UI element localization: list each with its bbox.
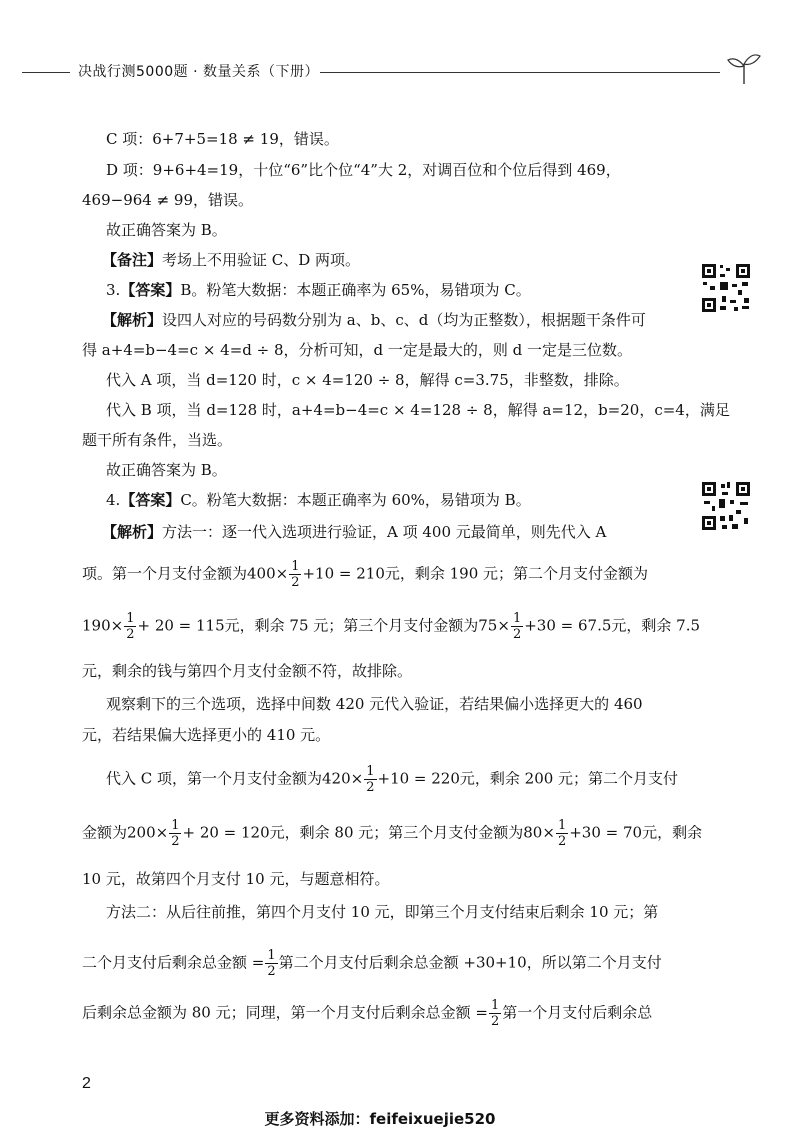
- paragraph: 题干所有条件，当选。: [82, 431, 233, 449]
- paragraph: 观察剩下的三个选项，选择中间数 420 元代入验证，若结果偏小选择更大的 460: [106, 695, 643, 713]
- paragraph: 代入 B 项，当 d=128 时，a+4=b−4=c × 4=128 ÷ 8，解得 a=12，b=20，c=4，满足: [106, 401, 730, 419]
- fraction-one-half: $\frac{1}{2}$: [366, 764, 375, 795]
- fraction-one-half: $\frac{1}{2}$: [557, 818, 567, 849]
- fraction-one-half: $\frac{1}{2}$: [171, 818, 180, 849]
- answer-tag: 【答案】: [120, 491, 181, 509]
- analysis-tag: 【解析】: [102, 523, 163, 541]
- answer-paragraph: [106, 279, 531, 301]
- analysis-text: 方法一：逐一代入选项进行验证，A 项 400 元最简单，则先代入 A: [162, 523, 607, 541]
- text-run: + 20 = 120元，剩余 80 元；第三个月支付金额为80×: [182, 823, 555, 842]
- text-run: +10 = 210元，剩余 190 元；第二个月支付金额为: [302, 564, 649, 583]
- paragraph: 故正确答案为 B。: [106, 461, 227, 479]
- fraction-one-half: $\frac{1}{2}$: [126, 611, 135, 642]
- formula-line: [82, 559, 648, 590]
- answer-text: B。粉笔大数据：本题正确率为 65%，易错项为 C。: [180, 281, 531, 299]
- header-title: 决战行测5000题 · 数量关系（下册）: [78, 64, 319, 80]
- fraction-one-half: $\frac{1}{2}$: [490, 998, 500, 1029]
- running-header: [0, 60, 800, 88]
- header-rule-right: [320, 72, 720, 73]
- text-run: 金额为200×: [82, 823, 169, 842]
- text-run: 后剩余总金额为 80 元；同理，第一个月支付后剩余总金额 =: [82, 1003, 488, 1022]
- paragraph: 得 a+4=b−4=c × 4=d ÷ 8，分析可知，d 一定是最大的，则 d 一定是三位数。: [82, 341, 633, 359]
- text-run: +10 = 220元，剩余 200 元；第二个月支付: [377, 769, 679, 788]
- text-run: 第二个月支付后剩余总金额 +30+10，所以第二个月支付: [278, 953, 662, 972]
- header-rule-left: [22, 72, 70, 73]
- formula-line: [82, 948, 662, 979]
- note-tag: 【备注】: [102, 251, 163, 269]
- paragraph: C 项：6+7+5=18 ≠ 19，错误。: [106, 130, 339, 148]
- formula-line: [106, 764, 678, 795]
- paragraph: 代入 A 项，当 d=120 时，c × 4=120 ÷ 8，解得 c=3.75，非整数，排除。: [106, 371, 629, 389]
- fraction-one-half: $\frac{1}{2}$: [512, 611, 522, 642]
- text-run: +30 = 70元，剩余: [569, 823, 703, 842]
- paragraph: 方法二：从后往前推，第四个月支付 10 元，即第三个月支付结束后剩余 10 元；第: [106, 903, 659, 921]
- fraction-one-half: $\frac{1}{2}$: [291, 559, 300, 590]
- text-run: 第一个月支付后剩余总: [502, 1003, 653, 1022]
- text-run: 项。第一个月支付金额为400×: [82, 564, 289, 583]
- page-number: 2: [82, 1075, 91, 1092]
- paragraph: 10 元，故第四个月支付 10 元，与题意相符。: [82, 870, 390, 888]
- footer-text: 更多资料添加：feifeixuejie520: [264, 1110, 496, 1128]
- paragraph: D 项：9+6+4=19，十位“6”比个位“4”大 2，对调百位和个位后得到 469，: [106, 161, 621, 179]
- analysis-text: 设四人对应的号码数分别为 a、b、c、d（均为正整数），根据题干条件可: [162, 311, 646, 329]
- analysis-paragraph: [102, 309, 646, 331]
- text-run: 190×: [82, 616, 124, 635]
- note-text: 考场上不用验证 C、D 两项。: [162, 251, 361, 269]
- text-run: + 20 = 115元，剩余 75 元；第三个月支付金额为75×: [137, 616, 510, 635]
- footer-contact: [0, 1108, 800, 1129]
- text-run: +30 = 67.5元，剩余 7.5: [524, 616, 701, 635]
- formula-line: [82, 998, 652, 1029]
- formula-line: [82, 611, 700, 642]
- qr-code-icon[interactable]: [700, 262, 752, 314]
- analysis-tag: 【解析】: [102, 311, 163, 329]
- question-number: 4.: [106, 491, 121, 509]
- answer-paragraph: [106, 489, 531, 511]
- answer-tag: 【答案】: [120, 281, 181, 299]
- answer-text: C。粉笔大数据：本题正确率为 60%，易错项为 B。: [180, 491, 531, 509]
- text-run: 代入 C 项，第一个月支付金额为420×: [106, 769, 364, 788]
- formula-line: [82, 818, 702, 849]
- qr-code-icon[interactable]: [700, 480, 752, 532]
- text-run: 二个月支付后剩余总金额 =: [82, 953, 265, 972]
- question-number: 3.: [106, 281, 121, 299]
- paragraph: 元，剩余的钱与第四个月支付金额不符，故排除。: [82, 662, 413, 680]
- analysis-paragraph: [102, 521, 606, 543]
- paragraph: 469−964 ≠ 99，错误。: [82, 191, 254, 209]
- paragraph: 元，若结果偏大选择更小的 410 元。: [82, 726, 331, 744]
- paragraph: 故正确答案为 B。: [106, 221, 227, 239]
- note-paragraph: [102, 249, 360, 271]
- fraction-one-half: $\frac{1}{2}$: [267, 948, 276, 979]
- sprout-icon: [724, 46, 764, 86]
